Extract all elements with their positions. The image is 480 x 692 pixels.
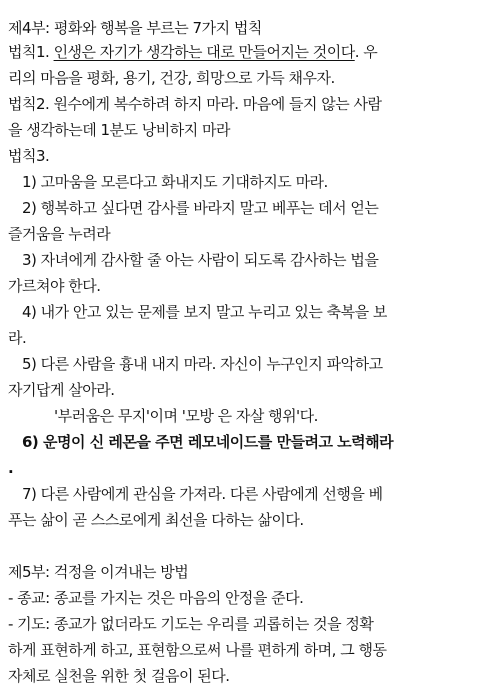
law3-item-3-line-1: 3) 자녀에게 감사할 줄 아는 사람이 되도록 감사하는 법을 [22,251,379,269]
law3-item-3-line-2: 가르쳐야 한다. [8,277,101,295]
law3-quote: '부러움은 무지'이며 '모방 은 자살 행위'다. [54,407,318,425]
law2-line1: 법칙2. 원수에게 복수하려 하지 마라. 마음에 들지 않는 사람 [8,95,382,113]
law2-line2: 을 생각하는데 1분도 낭비하지 마라 [8,121,230,139]
law3-item-5-line-2: 자기답게 살아라. [8,381,115,399]
law3-item-1-line-1: 1) 고마움을 모른다고 화내지도 기대하지도 마라. [22,173,328,191]
law3-item-7-line-2: 푸는 삶이 곧 스스로에게 최선을 다하는 삶이다. [8,511,304,529]
part5-prayer-line2: 하게 표현하게 하고, 표현함으로써 나를 편하게 하며, 그 행동 [8,641,387,659]
law1-label: 법칙1. [8,43,54,61]
part5-religion: - 종교: 종교를 가지는 것은 마음의 안정을 준다. [8,589,304,607]
law1-line [8,41,377,63]
law3-label: 법칙3. [8,147,50,165]
law1-text-end: . 우 [354,43,378,61]
law3-item-7-line-1: 7) 다른 사람에게 관심을 가져라. 다른 사람에게 선행을 베 [22,485,383,503]
part4-title: 제4부: 평화와 행복을 부르는 7가지 법칙 [8,19,262,37]
part5-prayer-line3: 자체로 실천을 위한 첫 걸음이 된다. [8,667,230,685]
law3-item-4-line-1: 4) 내가 안고 있는 문제를 보지 말고 누리고 있는 축복을 보 [22,303,387,321]
law1-emphasis: 인생은 자기가 생각하는 대로 만들어지는 것이다 [53,43,355,61]
law3-item-4-line-2: 라. [8,329,27,347]
law3-item-2-line-1: 2) 행복하고 싶다면 감사를 바라지 말고 베푸는 데서 얻는 [22,199,379,217]
law3-item-2-line-2: 즐거움을 누려라 [8,225,111,243]
law1-continuation: 리의 마음을 평화, 용기, 건강, 희망으로 가득 채우자. [8,69,335,87]
law3-item-6-line-1: 6) 운명이 신 레몬을 주면 레모네이드를 만들려고 노력해라 [22,433,394,451]
part5-title: 제5부: 걱정을 이겨내는 방법 [8,563,189,581]
part5-prayer-line1: - 기도: 종교가 없더라도 기도는 우리를 괴롭히는 것을 정확 [8,615,374,633]
law3-item-6-line-2: . [8,459,14,477]
law3-item-5-line-1: 5) 다른 사람을 흉내 내지 마라. 자신이 누구인지 파악하고 [22,355,383,373]
